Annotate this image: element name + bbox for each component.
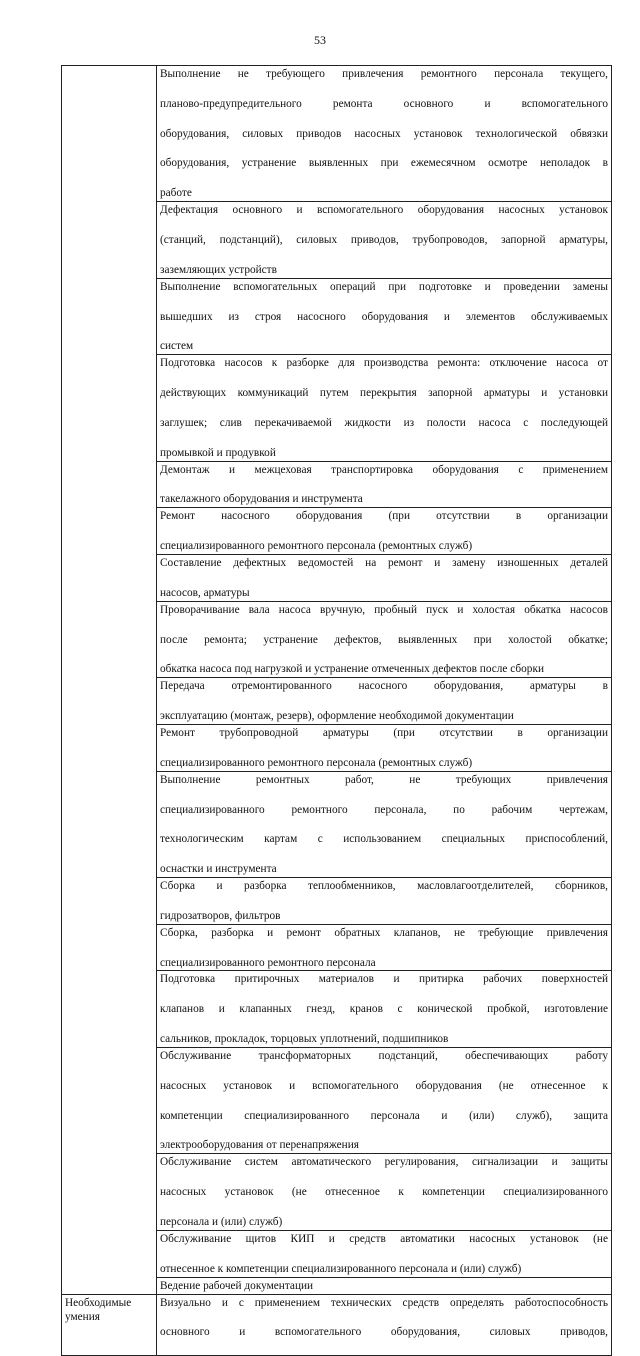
function-cell <box>157 355 612 461</box>
function-cell <box>157 924 612 971</box>
text-line: оснастки и инструмента <box>160 863 277 876</box>
text-line: после ремонта; устранение дефектов, выявленных при холостой обкатке; <box>160 633 608 646</box>
text-line: Выполнение не требующего привлечения ремонтного персонала текущего, <box>160 68 608 80</box>
text-line: Дефектация основного и вспомогательного оборудования насосных установок <box>160 204 608 217</box>
text-line: Проворачивание вала насоса вручную, пробный пуск и холостая обкатка насосов <box>160 603 608 616</box>
text-line: Сборка и разборка теплообменников, масловлагоотделителей, сборников, <box>160 880 608 893</box>
function-cell <box>157 678 612 725</box>
function-cell <box>157 1048 612 1154</box>
text-line: специализированного ремонтного персонала (ремонтных служб) <box>160 756 473 769</box>
function-cell <box>157 461 612 508</box>
competency-table <box>61 65 612 1356</box>
text-line: Выполнение вспомогательных операций при подготовке и проведении замены <box>160 280 608 293</box>
text-line: компетенции специализированного персонала и (или) служб), защита <box>160 1109 608 1122</box>
text-line: отнесенное к компетенции специализированного персонала и (или) служб) <box>160 1262 522 1275</box>
function-cell <box>157 508 612 555</box>
text-line: обкатка насоса под нагрузкой и устранение отмеченных дефектов после сборки <box>160 663 544 676</box>
text-line: технологическим картам с использованием специальных приспособлений, <box>160 833 608 846</box>
text-line: Подготовка насосов к разборке для производства ремонта: отключение насоса от <box>160 357 608 370</box>
text-line: электрооборудования от перенапряжения <box>160 1139 359 1152</box>
table-row <box>62 1294 612 1356</box>
text-line: персонала и (или) служб) <box>160 1215 283 1228</box>
text-line: Визуально и с применением технических средств определять работоспособность <box>160 1296 608 1309</box>
text-line: Обслуживание трансформаторных подстанций, обеспечивающих работу <box>160 1050 608 1062</box>
text-line: Выполнение ремонтных работ, не требующих привлечения <box>160 773 608 786</box>
text-line: Демонтаж и межцеховая транспортировка оборудования с применением <box>160 463 608 476</box>
function-cell <box>157 1277 612 1294</box>
text-line: оборудования, силовых приводов насосных установок технологической обвязки <box>160 127 608 140</box>
text-line: Составление дефектных ведомостей на ремонт и замену изношенных деталей <box>160 557 608 569</box>
text-line: Ремонт насосного оборудования (при отсутствии в организации <box>160 510 608 523</box>
function-cell <box>157 1154 612 1231</box>
function-cell <box>157 971 612 1048</box>
text-line: такелажного оборудования и инструмента <box>160 493 363 506</box>
function-cell <box>157 278 612 355</box>
text-line: промывкой и продувкой <box>160 446 276 459</box>
page-number: 53 <box>314 33 326 47</box>
text-line: Ремонт трубопроводной арматуры (при отсутствии в организации <box>160 726 608 739</box>
function-cell <box>157 555 612 602</box>
text-line: Ведение рабочей документации <box>160 1279 314 1292</box>
text-line: (станций, подстанций), силовых приводов, трубопроводов, запорной арматуры, <box>160 233 608 246</box>
text-line: вышедших из строя насосного оборудования и элементов обслуживаемых <box>160 310 608 323</box>
text-line: насосов, арматуры <box>160 586 250 599</box>
function-cell <box>157 1230 612 1277</box>
text-line: специализированного ремонтного персонала (ремонтных служб) <box>160 540 473 553</box>
skills-label-cell <box>62 1294 157 1356</box>
text-line: действующих коммуникаций путем перекрытия запорной арматуры и установки <box>160 387 608 400</box>
text-line: сальников, прокладок, торцовых уплотнений, подшипников <box>160 1033 449 1046</box>
text-line: Обслуживание щитов КИП и средств автоматики насосных установок (не <box>160 1232 608 1245</box>
text-line: специализированного ремонтного персонала <box>160 956 376 969</box>
function-cell <box>157 202 612 279</box>
text-line: насосных установок (не отнесенное к компетенции специализированного <box>160 1186 608 1199</box>
table-row <box>62 66 612 202</box>
skills-label-line: умения <box>65 1311 100 1324</box>
text-line: эксплуатацию (монтаж, резерв), оформление необходимой документации <box>160 710 514 723</box>
function-cell <box>157 601 612 678</box>
text-line: систем <box>160 340 194 353</box>
text-line: оборудования, устранение выявленных при ежемесячном осмотре неполадок в <box>160 157 608 170</box>
text-line: клапанов и клапанных гнезд, кранов с конической пробкой, изготовление <box>160 1003 608 1016</box>
text-line: насосных установок и вспомогательного оборудования (не отнесенное к <box>160 1079 608 1092</box>
text-line: заземляющих устройств <box>160 263 277 276</box>
text-line: Обслуживание систем автоматического регулирования, сигнализации и защиты <box>160 1156 608 1169</box>
skills-cell <box>157 1294 612 1356</box>
function-cell <box>157 66 612 202</box>
skills-label-line: Необходимые <box>65 1296 132 1309</box>
text-line: гидрозатворов, фильтров <box>160 909 281 922</box>
text-line: основного и вспомогательного оборудования, силовых приводов, <box>160 1326 608 1339</box>
category-cell-empty <box>62 66 157 1295</box>
function-cell <box>157 771 612 877</box>
text-line: Сборка, разборка и ремонт обратных клапанов, не требующие привлечения <box>160 926 608 939</box>
function-cell <box>157 724 612 771</box>
text-line: работе <box>160 187 192 200</box>
function-cell <box>157 878 612 925</box>
text-line: заглушек; слив перекачиваемой жидкости из полости насоса с последующей <box>160 416 608 429</box>
text-line: специализированного ремонтного персонала, по рабочим чертежам, <box>160 803 608 816</box>
text-line: планово-предупредительного ремонта основного и вспомогательного <box>160 97 608 110</box>
text-line: Подготовка притирочных материалов и притирка рабочих поверхностей <box>160 973 608 986</box>
text-line: Передача отремонтированного насосного оборудования, арматуры в <box>160 680 608 693</box>
